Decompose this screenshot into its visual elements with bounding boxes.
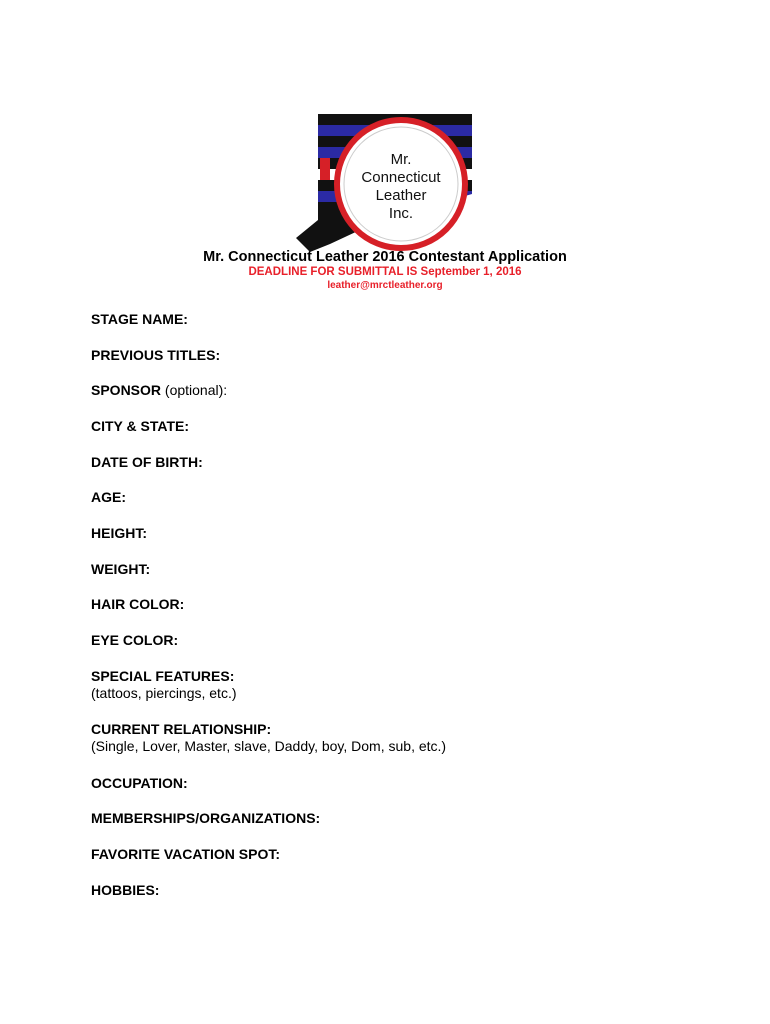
field-current-relationship [91,721,446,755]
field-occupation [91,775,188,792]
field-stage-name [91,311,188,328]
field-label: DATE OF BIRTH: [91,454,203,470]
field-eye-color [91,632,178,649]
mr-connecticut-leather-logo [290,108,480,254]
field-label: WEIGHT: [91,561,151,577]
field-label: SPECIAL FEATURES: [91,668,235,684]
logo-text-line-2: Connecticut [361,169,441,186]
field-hair-color [91,596,184,613]
field-note: (optional): [161,382,228,398]
field-sponsor [91,382,227,399]
field-hobbies [91,882,159,899]
field-label: OCCUPATION: [91,775,188,791]
field-vacation-spot [91,846,280,863]
logo-text-line-4: Inc. [388,205,414,222]
field-label: HOBBIES: [91,882,160,898]
field-city-state [91,418,189,435]
field-label: STAGE NAME: [91,311,188,327]
field-weight [91,561,150,578]
field-label: CITY & STATE: [91,418,189,434]
field-label: EYE COLOR: [91,632,179,648]
field-hint: (tattoos, piercings, etc.) [91,685,237,701]
field-label: SPONSOR [91,382,162,398]
field-label: HEIGHT: [91,525,147,541]
deadline-notice: DEADLINE FOR SUBMITTAL IS September 1, 2016 [248,266,522,278]
field-label: CURRENT RELATIONSHIP: [91,721,272,737]
field-date-of-birth [91,454,203,471]
field-label: FAVORITE VACATION SPOT: [91,846,281,862]
logo-text-line-3: Leather [375,187,427,204]
field-label: MEMBERSHIPS/ORGANIZATIONS: [91,810,321,826]
logo-text-line-1: Mr. [390,151,412,168]
field-age [91,489,126,506]
field-label: HAIR COLOR: [91,596,185,612]
field-hint: (Single, Lover, Master, slave, Daddy, boy, Dom, sub, etc.) [91,738,447,754]
page-title: Mr. Connecticut Leather 2016 Contestant Application [203,249,567,265]
field-height [91,525,147,542]
field-label: PREVIOUS TITLES: [91,347,221,363]
field-memberships [91,810,320,827]
field-special-features [91,668,237,702]
contact-email: leather@mrctleather.org [327,280,443,291]
field-previous-titles [91,347,220,364]
field-label: AGE: [91,489,126,505]
